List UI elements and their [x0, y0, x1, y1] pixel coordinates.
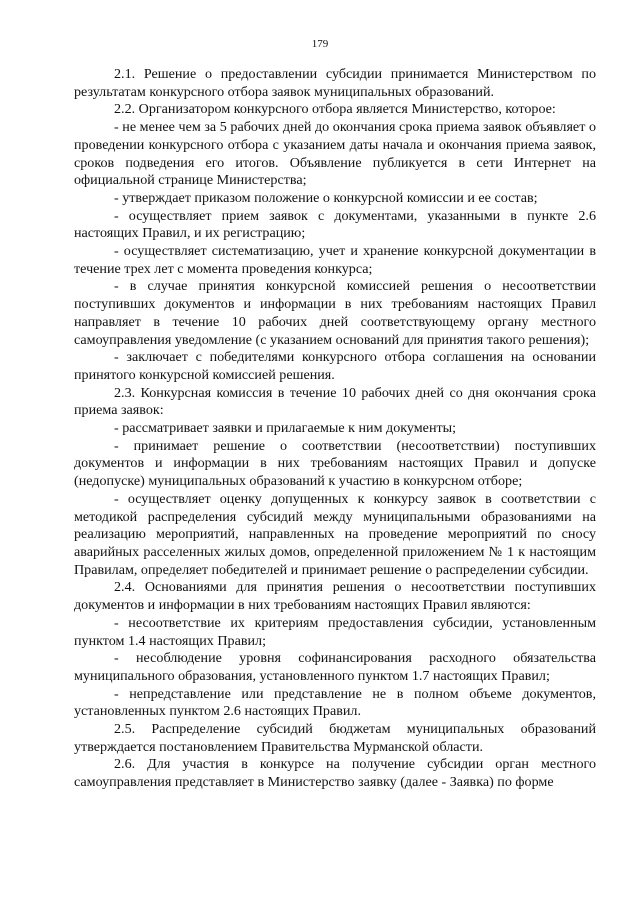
paragraph: - не менее чем за 5 рабочих дней до окончания срока приема заявок объявляет о проведении конкурсного отбора с указанием даты начала и окончания приема заявок, сроков подведения его итогов. Объявление публикуется в сети Интернет на официальной странице Министерства;: [74, 119, 596, 189]
paragraph: - несоответствие их критериям предоставления субсидии, установленным пунктом 1.4 настоящих Правил;: [74, 614, 596, 649]
paragraph: - в случае принятия конкурсной комиссией решения о несоответствии поступивших документов и информации в них требованиям настоящих Правил направляет в течение 10 рабочих дней соответствующему органу местного самоуправления уведомление (с указанием оснований для принятия такого решения);: [74, 278, 596, 348]
document-body: [74, 66, 596, 792]
paragraph: 2.5. Распределение субсидий бюджетам муниципальных образований утверждается постановлением Правительства Мурманской области.: [74, 721, 596, 755]
paragraph: 2.6. Для участия в конкурсе на получение субсидии орган местного самоуправления представляет в Министерство заявку (далее - Заявка) по форме: [74, 756, 596, 791]
paragraph: - принимает решение о соответствии (несоответствии) поступивших документов и информации в них требованиям настоящих Правил и допуске (недопуске) муниципальных образований к участию в конкурсном отборе;: [74, 437, 596, 490]
paragraph: - осуществляет систематизацию, учет и хранение конкурсной документации в течение трех лет с момента проведения конкурса;: [74, 243, 596, 277]
paragraph: - заключает с победителями конкурсного отбора соглашения на основании принятого конкурсной комиссией решения.: [74, 349, 596, 383]
page-number: 179: [311, 38, 329, 50]
paragraph: - осуществляет прием заявок с документами, указанными в пункте 2.6 настоящих Правил, и их регистрацию;: [74, 207, 596, 242]
paragraph: 2.3. Конкурсная комиссия в течение 10 рабочих дней со дня окончания срока приема заявок:: [74, 384, 596, 419]
paragraph: 2.2. Организатором конкурсного отбора является Министерство, которое:: [114, 101, 556, 118]
paragraph: - непредставление или представление не в полном объеме документов, установленных пунктом 2.6 настоящих Правил.: [74, 685, 596, 720]
paragraph: - утверждает приказом положение о конкурсной комиссии и ее состав;: [114, 189, 538, 206]
paragraph: - рассматривает заявки и прилагаемые к ним документы;: [114, 420, 457, 437]
paragraph: 2.1. Решение о предоставлении субсидии принимается Министерством по результатам конкурсного отбора заявок муниципальных образований.: [74, 66, 596, 100]
paragraph: 2.4. Основаниями для принятия решения о несоответствии поступивших документов и информации в них требованиям настоящих Правил являются:: [74, 579, 596, 614]
paragraph: - несоблюдение уровня софинансирования расходного обязательства муниципального образования, установленного пунктом 1.7 настоящих Правил;: [74, 650, 596, 684]
paragraph: - осуществляет оценку допущенных к конкурсу заявок в соответствии с методикой распределения субсидий между муниципальными образованиями на реализацию мероприятий, направленных на проведение мероприятий по сносу аварийных расселенных жилых домов, определенной приложением № 1 к настоящим Правилам, определяет победителей и принимает решение о распределении субсидии.: [74, 490, 596, 578]
